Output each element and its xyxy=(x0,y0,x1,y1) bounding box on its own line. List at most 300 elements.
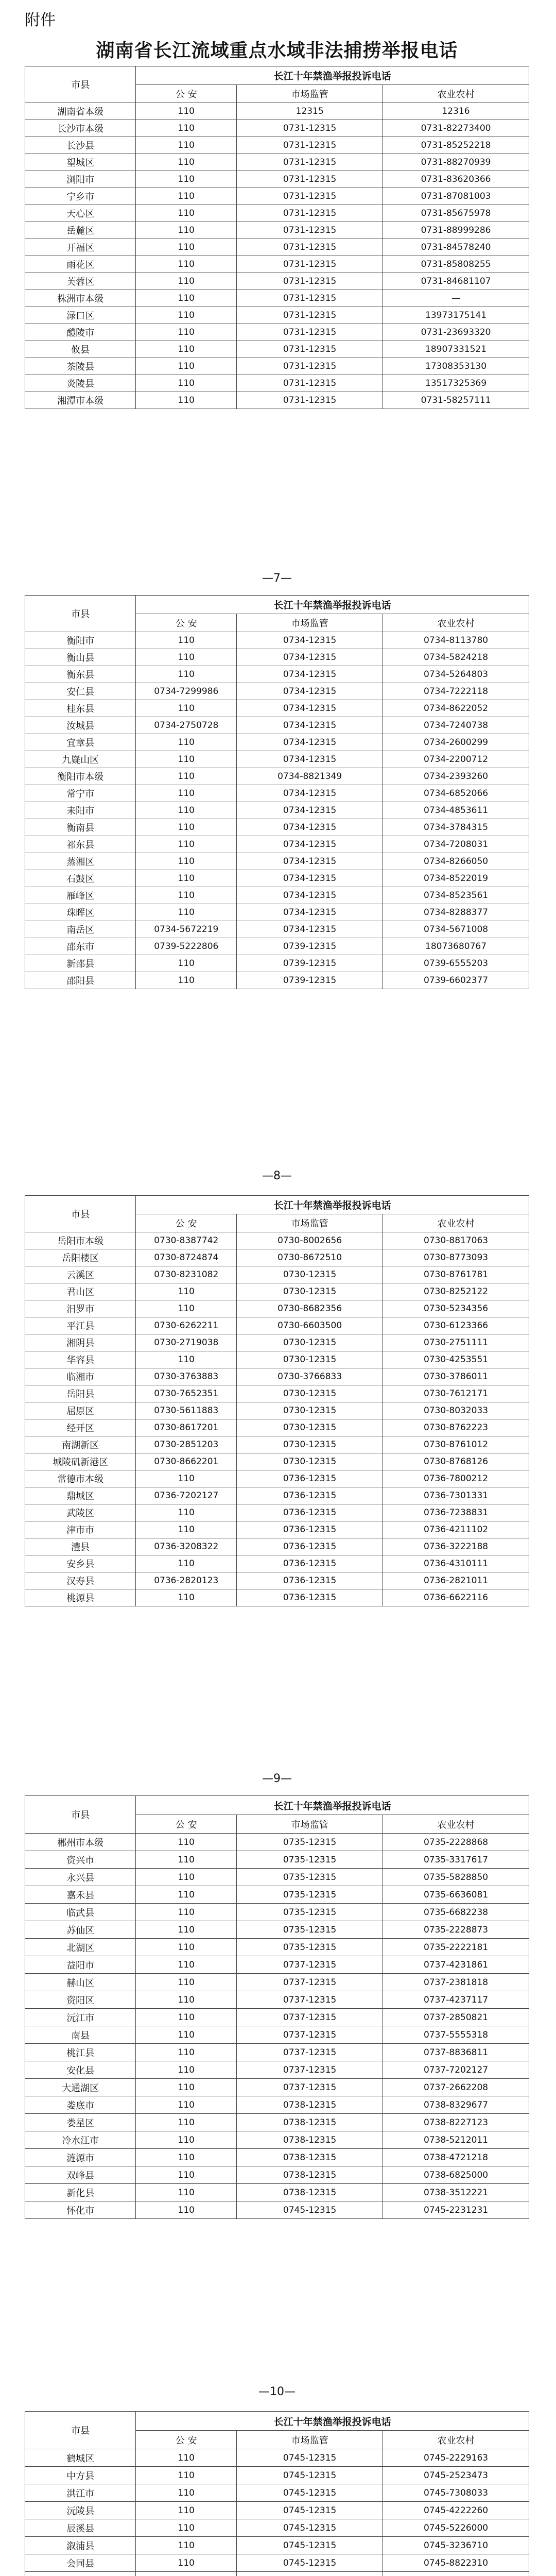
public-security-cell: 110 xyxy=(136,358,237,375)
market-cell: 0734-12315 xyxy=(237,921,383,938)
table-row xyxy=(25,205,529,222)
market-cell: 0730-12315 xyxy=(237,1402,383,1419)
area-cell: 会同县 xyxy=(25,2554,136,2572)
header-agri: 农业农村 xyxy=(383,1214,529,1232)
page-number: —8— xyxy=(262,1170,292,1182)
market-cell: 0731-12315 xyxy=(237,188,383,205)
market-cell: 0745-12315 xyxy=(237,2467,383,2484)
table-row xyxy=(25,853,529,870)
agri-cell: 0736-7301331 xyxy=(383,1487,529,1504)
agri-cell: 0734-8113780 xyxy=(383,632,529,649)
area-cell: 南湖新区 xyxy=(25,1436,136,1453)
public-security-cell: 110 xyxy=(136,1470,237,1487)
public-security-cell: 110 xyxy=(136,2467,237,2484)
public-security-cell: 110 xyxy=(136,1956,237,1974)
market-cell: 0736-12315 xyxy=(237,1538,383,1555)
public-security-cell: 110 xyxy=(136,1921,237,1939)
market-cell: 0731-12315 xyxy=(237,392,383,409)
market-cell: 0737-12315 xyxy=(237,2009,383,2026)
table-row xyxy=(25,1249,529,1266)
public-security-cell: 110 xyxy=(136,290,237,307)
area-cell: 汝城县 xyxy=(25,717,136,734)
market-cell: 0731-12315 xyxy=(237,239,383,256)
market-cell: 0734-12315 xyxy=(237,819,383,836)
market-cell: 0738-12315 xyxy=(237,2096,383,2114)
table-row xyxy=(25,768,529,785)
public-security-cell: 110 xyxy=(136,222,237,239)
market-cell: 0731-12315 xyxy=(237,290,383,307)
header-area: 市县 xyxy=(25,66,136,103)
market-cell: 0736-12315 xyxy=(237,1521,383,1538)
agri-cell: 0734-8523561 xyxy=(383,887,529,904)
table-row xyxy=(25,683,529,700)
market-cell: 0738-12315 xyxy=(237,2184,383,2201)
table-row xyxy=(25,2572,529,2576)
area-cell: 衡山县 xyxy=(25,649,136,666)
agri-cell: 0734-3784315 xyxy=(383,819,529,836)
public-security-cell: 110 xyxy=(136,239,237,256)
area-cell: 衡阳市本级 xyxy=(25,768,136,785)
agri-cell: 17308353130 xyxy=(383,358,529,375)
phone-table-section xyxy=(25,1795,529,2219)
table-row xyxy=(25,2026,529,2044)
market-cell: 0735-12315 xyxy=(237,1851,383,1869)
table-row xyxy=(25,2131,529,2149)
area-cell: 沅陵县 xyxy=(25,2502,136,2519)
public-security-cell: 110 xyxy=(136,2484,237,2502)
market-cell: 0739-12315 xyxy=(237,955,383,972)
agri-cell: 0745-5226000 xyxy=(383,2519,529,2537)
public-security-cell: 110 xyxy=(136,1869,237,1886)
area-cell: 澧县 xyxy=(25,1538,136,1555)
area-cell: 渌口区 xyxy=(25,307,136,324)
table-row xyxy=(25,1436,529,1453)
agri-cell: — xyxy=(383,290,529,307)
table-row xyxy=(25,2079,529,2096)
agri-cell: 0736-7238831 xyxy=(383,1504,529,1521)
table-row xyxy=(25,358,529,375)
market-cell: 0734-12315 xyxy=(237,887,383,904)
public-security-cell: 110 xyxy=(136,137,237,154)
table-row xyxy=(25,239,529,256)
public-security-cell: 110 xyxy=(136,1939,237,1956)
table-row xyxy=(25,1300,529,1317)
phone-table-section xyxy=(25,66,529,409)
market-cell: 0730-12315 xyxy=(237,1351,383,1368)
phone-table xyxy=(25,1195,529,1606)
agri-cell: 0745-2523473 xyxy=(383,2467,529,2484)
header-agri: 农业农村 xyxy=(383,614,529,632)
market-cell: 0734-12315 xyxy=(237,666,383,683)
area-cell: 临湘市 xyxy=(25,1368,136,1385)
agri-cell: 0734-5824218 xyxy=(383,649,529,666)
area-cell: 南县 xyxy=(25,2026,136,2044)
agri-cell: 12316 xyxy=(383,103,529,120)
public-security-cell: 110 xyxy=(136,734,237,751)
public-security-cell: 110 xyxy=(136,2519,237,2537)
agri-cell: 0734-8266050 xyxy=(383,853,529,870)
public-security-cell: 110 xyxy=(136,341,237,358)
attachment-label: 附件 xyxy=(25,11,56,29)
phone-table xyxy=(25,1795,529,2219)
header-public-security: 公 安 xyxy=(136,2431,237,2449)
table-row xyxy=(25,887,529,904)
market-cell: 0734-12315 xyxy=(237,836,383,853)
market-cell: 0730-3766833 xyxy=(237,1368,383,1385)
public-security-cell: 110 xyxy=(136,2131,237,2149)
area-cell: 沅江市 xyxy=(25,2009,136,2026)
public-security-cell: 110 xyxy=(136,2114,237,2131)
area-cell: 桃源县 xyxy=(25,1589,136,1606)
public-security-cell: 110 xyxy=(136,1555,237,1572)
table-row xyxy=(25,137,529,154)
public-security-cell: 110 xyxy=(136,2096,237,2114)
page-number: —9— xyxy=(262,1772,292,1785)
public-security-cell: 110 xyxy=(136,171,237,188)
table-row xyxy=(25,2449,529,2467)
market-cell: 0731-12315 xyxy=(237,171,383,188)
area-cell: 嘉禾县 xyxy=(25,1886,136,1904)
area-cell: 涟源市 xyxy=(25,2149,136,2166)
area-cell: 岳阳县 xyxy=(25,1385,136,1402)
area-cell: 衡东县 xyxy=(25,666,136,683)
table-row xyxy=(25,1351,529,1368)
market-cell: 0738-12315 xyxy=(237,2131,383,2149)
agri-cell xyxy=(383,2572,529,2576)
public-security-cell: 0736-2820123 xyxy=(136,1572,237,1589)
public-security-cell: 0730-8617201 xyxy=(136,1419,237,1436)
public-security-cell: 110 xyxy=(136,1351,237,1368)
table-row xyxy=(25,1956,529,1974)
market-cell: 0734-12315 xyxy=(237,904,383,921)
area-cell: 衡南县 xyxy=(25,819,136,836)
agri-cell: 0745-3236710 xyxy=(383,2537,529,2554)
area-cell: 汨罗市 xyxy=(25,1300,136,1317)
table-row xyxy=(25,1419,529,1436)
public-security-cell: 110 xyxy=(136,768,237,785)
market-cell: 0735-12315 xyxy=(237,1921,383,1939)
table-row xyxy=(25,2166,529,2184)
area-cell: 赫山区 xyxy=(25,1974,136,1991)
table-row xyxy=(25,171,529,188)
market-cell: 0730-8002656 xyxy=(237,1232,383,1249)
agri-cell: 0734-5671008 xyxy=(383,921,529,938)
public-security-cell: 110 xyxy=(136,904,237,921)
table-row xyxy=(25,1521,529,1538)
table-row xyxy=(25,2114,529,2131)
agri-cell: 0745-4222260 xyxy=(383,2502,529,2519)
table-row xyxy=(25,2149,529,2166)
public-security-cell: 110 xyxy=(136,955,237,972)
area-cell: 益阳市 xyxy=(25,1956,136,1974)
market-cell: 0730-6603500 xyxy=(237,1317,383,1334)
area-cell: 九嶷山区 xyxy=(25,751,136,768)
header-caption: 长江十年禁渔举报投诉电话 xyxy=(136,2412,529,2431)
table-row xyxy=(25,649,529,666)
table-row xyxy=(25,103,529,120)
agri-cell: 0745-7308033 xyxy=(383,2484,529,2502)
market-cell: 0730-12315 xyxy=(237,1436,383,1453)
public-security-cell: 110 xyxy=(136,666,237,683)
market-cell: 0731-12315 xyxy=(237,256,383,273)
area-cell: 祁东县 xyxy=(25,836,136,853)
agri-cell: 0730-8252122 xyxy=(383,1283,529,1300)
market-cell: 0731-12315 xyxy=(237,205,383,222)
public-security-cell: 110 xyxy=(136,853,237,870)
public-security-cell: 110 xyxy=(136,1851,237,1869)
area-cell: 北湖区 xyxy=(25,1939,136,1956)
agri-cell: 0736-7800212 xyxy=(383,1470,529,1487)
header-area: 市县 xyxy=(25,596,136,632)
table-row xyxy=(25,154,529,171)
market-cell: 0734-12315 xyxy=(237,751,383,768)
agri-cell: 0731-88270939 xyxy=(383,154,529,171)
agri-cell: 0735-3317617 xyxy=(383,1851,529,1869)
public-security-cell: 110 xyxy=(136,103,237,120)
area-cell: 华容县 xyxy=(25,1351,136,1368)
market-cell: 0745-12315 xyxy=(237,2449,383,2467)
area-cell: 洪江市 xyxy=(25,2484,136,2502)
area-cell: 雁峰区 xyxy=(25,887,136,904)
area-cell: 冷水江市 xyxy=(25,2131,136,2149)
agri-cell: 0739-6602377 xyxy=(383,972,529,989)
agri-cell: 0734-2600299 xyxy=(383,734,529,751)
table-row xyxy=(25,955,529,972)
public-security-cell: 110 xyxy=(136,700,237,717)
market-cell: 0731-12315 xyxy=(237,341,383,358)
table-row xyxy=(25,785,529,802)
area-cell: 屈原区 xyxy=(25,1402,136,1419)
table-row xyxy=(25,1266,529,1283)
market-cell xyxy=(237,2572,383,2576)
agri-cell: 0730-7612171 xyxy=(383,1385,529,1402)
agri-cell: 0737-2381818 xyxy=(383,1974,529,1991)
agri-cell: 0734-8522019 xyxy=(383,870,529,887)
public-security-cell: 110 xyxy=(136,2502,237,2519)
table-row xyxy=(25,1869,529,1886)
public-security-cell: 110 xyxy=(136,649,237,666)
market-cell: 0745-12315 xyxy=(237,2484,383,2502)
table-row xyxy=(25,632,529,649)
public-security-cell: 110 xyxy=(136,2449,237,2467)
table-row xyxy=(25,1334,529,1351)
agri-cell: 0730-4253551 xyxy=(383,1351,529,1368)
market-cell: 0739-12315 xyxy=(237,938,383,955)
market-cell: 0736-12315 xyxy=(237,1555,383,1572)
public-security-cell: 110 xyxy=(136,1904,237,1921)
area-cell: 浏阳市 xyxy=(25,171,136,188)
table-row xyxy=(25,1921,529,1939)
agri-cell: 0731-83620366 xyxy=(383,171,529,188)
public-security-cell: 110 xyxy=(136,154,237,171)
agri-cell: 0731-23693320 xyxy=(383,324,529,341)
table-row xyxy=(25,717,529,734)
agri-cell: 0731-84578240 xyxy=(383,239,529,256)
area-cell: 新邵县 xyxy=(25,955,136,972)
header-area: 市县 xyxy=(25,1196,136,1232)
public-security-cell: 110 xyxy=(136,120,237,137)
agri-cell: 0731-58257111 xyxy=(383,392,529,409)
market-cell: 0737-12315 xyxy=(237,2061,383,2079)
area-cell: 津市市 xyxy=(25,1521,136,1538)
public-security-cell: 110 xyxy=(136,632,237,649)
public-security-cell: 0730-5611883 xyxy=(136,1402,237,1419)
agri-cell: 0738-8329677 xyxy=(383,2096,529,2114)
area-cell: 攸县 xyxy=(25,341,136,358)
market-cell: 0745-12315 xyxy=(237,2554,383,2572)
phone-table xyxy=(25,2411,529,2576)
area-cell: 安化县 xyxy=(25,2061,136,2079)
agri-cell: 13517325369 xyxy=(383,375,529,392)
market-cell: 0745-12315 xyxy=(237,2519,383,2537)
area-cell: 岳阳市本级 xyxy=(25,1232,136,1249)
market-cell: 0735-12315 xyxy=(237,1869,383,1886)
area-cell: 苏仙区 xyxy=(25,1921,136,1939)
public-security-cell: 0730-8662201 xyxy=(136,1453,237,1470)
public-security-cell: 110 xyxy=(136,1886,237,1904)
header-market: 市场监管 xyxy=(237,614,383,632)
area-cell: 安乡县 xyxy=(25,1555,136,1572)
public-security-cell xyxy=(136,2572,237,2576)
table-row xyxy=(25,666,529,683)
public-security-cell: 110 xyxy=(136,1283,237,1300)
market-cell: 0730-12315 xyxy=(237,1334,383,1351)
table-row xyxy=(25,2061,529,2079)
market-cell: 0737-12315 xyxy=(237,1974,383,1991)
public-security-cell: 0730-2719038 xyxy=(136,1334,237,1351)
public-security-cell: 110 xyxy=(136,870,237,887)
public-security-cell: 110 xyxy=(136,2026,237,2044)
area-cell: 宜章县 xyxy=(25,734,136,751)
public-security-cell: 110 xyxy=(136,307,237,324)
public-security-cell: 110 xyxy=(136,836,237,853)
area-cell: 常宁市 xyxy=(25,785,136,802)
header-market: 市场监管 xyxy=(237,1214,383,1232)
header-public-security: 公 安 xyxy=(136,614,237,632)
public-security-cell: 110 xyxy=(136,1504,237,1521)
agri-cell: 0730-8817063 xyxy=(383,1232,529,1249)
market-cell: 0736-12315 xyxy=(237,1504,383,1521)
agri-cell: 0730-8768126 xyxy=(383,1453,529,1470)
market-cell: 0734-8821349 xyxy=(237,768,383,785)
table-row xyxy=(25,836,529,853)
agri-cell: 0734-8622052 xyxy=(383,700,529,717)
area-cell: 开福区 xyxy=(25,239,136,256)
agri-cell: 0736-4310111 xyxy=(383,1555,529,1572)
header-market: 市场监管 xyxy=(237,2431,383,2449)
agri-cell: 0735-2228868 xyxy=(383,1834,529,1851)
area-cell: 湘潭市本级 xyxy=(25,392,136,409)
market-cell: 12315 xyxy=(237,103,383,120)
market-cell: 0734-12315 xyxy=(237,802,383,819)
area-cell: 雨花区 xyxy=(25,256,136,273)
table-row xyxy=(25,700,529,717)
area-cell: 宁乡市 xyxy=(25,188,136,205)
market-cell: 0736-12315 xyxy=(237,1572,383,1589)
area-cell: 新化县 xyxy=(25,2184,136,2201)
market-cell: 0738-12315 xyxy=(237,2166,383,2184)
market-cell: 0745-12315 xyxy=(237,2201,383,2219)
public-security-cell: 110 xyxy=(136,1834,237,1851)
table-row xyxy=(25,2467,529,2484)
public-security-cell: 110 xyxy=(136,2184,237,2201)
table-row xyxy=(25,1487,529,1504)
table-row xyxy=(25,751,529,768)
area-cell: 天心区 xyxy=(25,205,136,222)
table-row xyxy=(25,1402,529,1419)
agri-cell: 0734-7208031 xyxy=(383,836,529,853)
table-row xyxy=(25,1886,529,1904)
table-row xyxy=(25,1589,529,1606)
market-cell: 0734-12315 xyxy=(237,853,383,870)
public-security-cell: 0730-7652351 xyxy=(136,1385,237,1402)
area-cell: 湖南省本级 xyxy=(25,103,136,120)
agri-cell: 0735-5828850 xyxy=(383,1869,529,1886)
phone-table xyxy=(25,595,529,989)
table-row xyxy=(25,1904,529,1921)
public-security-cell: 110 xyxy=(136,2044,237,2061)
agri-cell: 0734-7222118 xyxy=(383,683,529,700)
public-security-cell: 110 xyxy=(136,2009,237,2026)
table-row xyxy=(25,1283,529,1300)
agri-cell: 0737-4237117 xyxy=(383,1991,529,2009)
market-cell: 0730-8672510 xyxy=(237,1249,383,1266)
market-cell: 0737-12315 xyxy=(237,2026,383,2044)
market-cell: 0739-12315 xyxy=(237,972,383,989)
agri-cell: 0735-6682238 xyxy=(383,1904,529,1921)
public-security-cell: 110 xyxy=(136,324,237,341)
area-cell: 安仁县 xyxy=(25,683,136,700)
area-cell: 桂东县 xyxy=(25,700,136,717)
agri-cell: 0734-8288377 xyxy=(383,904,529,921)
public-security-cell: 110 xyxy=(136,2201,237,2219)
public-security-cell: 110 xyxy=(136,2166,237,2184)
area-cell: 资阳区 xyxy=(25,1991,136,2009)
header-caption: 长江十年禁渔举报投诉电话 xyxy=(136,1196,529,1214)
table-row xyxy=(25,2009,529,2026)
public-security-cell: 110 xyxy=(136,972,237,989)
market-cell: 0737-12315 xyxy=(237,1991,383,2009)
public-security-cell: 0736-3208322 xyxy=(136,1538,237,1555)
agri-cell: 0736-2821011 xyxy=(383,1572,529,1589)
area-cell: 中方县 xyxy=(25,2467,136,2484)
area-cell: 汉寿县 xyxy=(25,1572,136,1589)
table-row xyxy=(25,1453,529,1470)
agri-cell: 18907331521 xyxy=(383,341,529,358)
public-security-cell: 0734-5672219 xyxy=(136,921,237,938)
header-public-security: 公 安 xyxy=(136,1815,237,1834)
public-security-cell: 0730-8387742 xyxy=(136,1232,237,1249)
area-cell: 醴陵市 xyxy=(25,324,136,341)
public-security-cell: 0739-5222806 xyxy=(136,938,237,955)
table-row xyxy=(25,1368,529,1385)
header-public-security: 公 安 xyxy=(136,1214,237,1232)
agri-cell: 0736-4211102 xyxy=(383,1521,529,1538)
area-cell: 石鼓区 xyxy=(25,870,136,887)
agri-cell: 0731-85252218 xyxy=(383,137,529,154)
area-cell: 临武县 xyxy=(25,1904,136,1921)
public-security-cell: 0736-7202127 xyxy=(136,1487,237,1504)
public-security-cell: 110 xyxy=(136,2554,237,2572)
public-security-cell: 110 xyxy=(136,887,237,904)
agri-cell: 0735-2222181 xyxy=(383,1939,529,1956)
agri-cell: 0734-2393260 xyxy=(383,768,529,785)
public-security-cell: 110 xyxy=(136,1521,237,1538)
area-cell: 望城区 xyxy=(25,154,136,171)
table-row xyxy=(25,2096,529,2114)
market-cell: 0734-12315 xyxy=(237,717,383,734)
public-security-cell: 110 xyxy=(136,751,237,768)
